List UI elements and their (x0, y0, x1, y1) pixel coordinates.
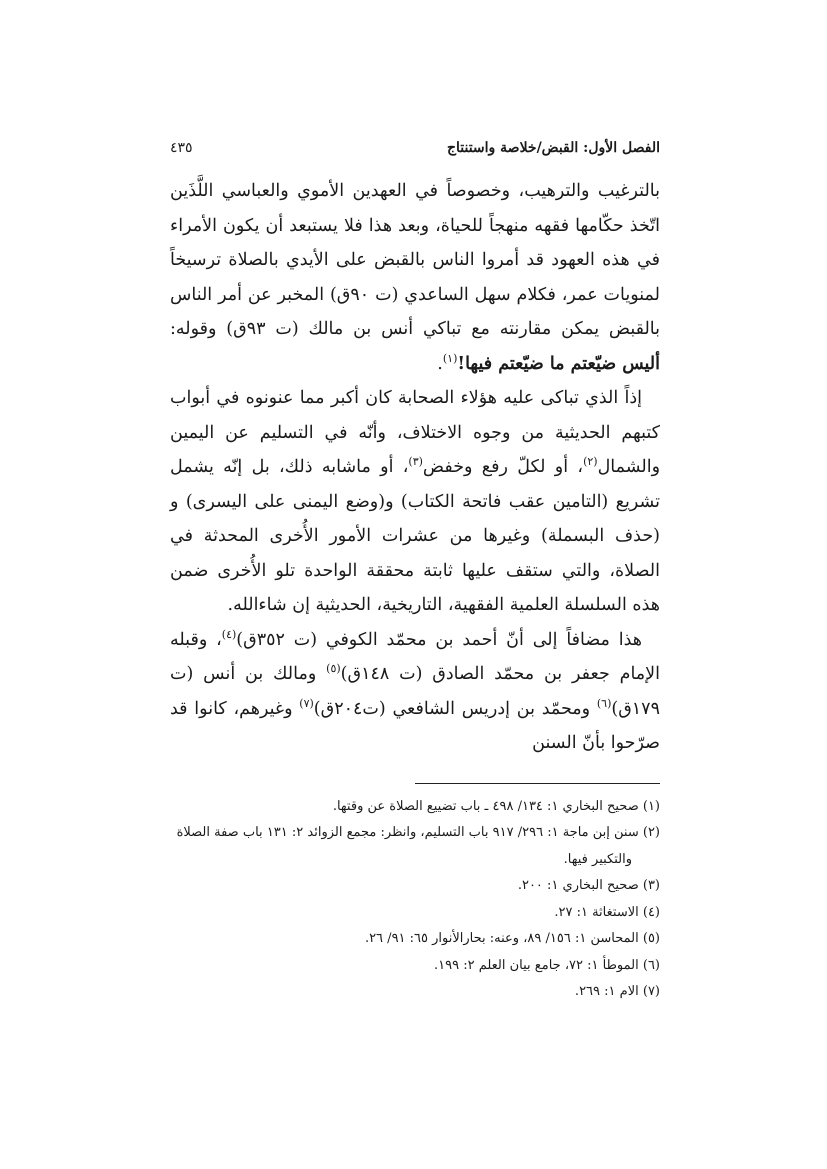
footnote-7: (٧) الام ١: ٢٦٩. (574, 984, 660, 999)
body-text (170, 174, 660, 761)
text-line: . (437, 353, 443, 374)
text-segment: وغيرهم، كانوا قد صرّحوا بأنّ السنن (170, 698, 660, 753)
text-line: بالترغيب والترهيب، وخصوصاً في العهدين الأموي والعباسي اللَّذَين اتّخذ (170, 181, 660, 236)
paragraph-2 (170, 381, 660, 623)
text-segment: ، أو ماشابه ذلك، بل إنّه يشمل تشريع (التامين عقب فاتحة الكتاب) و(وضع اليمنى على اليسرى) و (حذف البسملة) وغيرها من عشرات الأمور الأُخرى المحدثة في الصلاة، والتي ستقف عليها ثابتة محققة الواحدة تلو الأُخرى ضمن هذه السلسلة العلمية الفقهية، التاريخية، الحديثية إن شاءالله. (170, 457, 660, 615)
running-header (170, 140, 660, 174)
footnote-1: (١) صحيح البخاري ١: ١٣٤/ ٤٩٨ ـ باب تضييع الصلاة عن وقتها. (332, 798, 660, 814)
footnote-3: (٣) صحيح البخاري ١: ٢٠٠. (517, 878, 660, 893)
document-page (170, 140, 660, 1006)
footnote-ref-1[interactable]: (١) (442, 351, 458, 365)
footnote-divider (415, 783, 660, 784)
paragraph-3 (170, 623, 660, 761)
footnote-ref-3[interactable]: (٣) (408, 455, 423, 469)
footnote-ref-6[interactable]: (٦) (596, 696, 612, 710)
footnote-6: (٦) الموطأ ١: ٧٢، جامع بيان العلم ٢: ١٩٩. (433, 957, 660, 973)
text-segment: ، وقبله الإمام جعفر بن محمّد الصادق (ت ١٤٨ق) (170, 629, 660, 684)
text-line: العهود قد أمروا الناس بالقبض على الأيدي بالصلاة ترسيخاً لمنويات عمر، (170, 250, 660, 305)
text-segment: ومحمّد بن إدريس الشافعي (ت٢٠٤ق) (313, 698, 597, 719)
page-number: ٤٣٥ (170, 140, 193, 156)
footnote-2-continued: والتكبير فيها. (563, 851, 632, 867)
text-segment: إذاً الذي تباكى عليه هؤلاء الصحابة كان أكبر مما عنونوه في أبواب كتبهم الحديثية من وجوه الاختلاف، وأنّه في التسليم عن اليمين والشمال (170, 388, 661, 477)
text-segment: ، أو لكلّ رفع وخفض (422, 457, 584, 477)
text-line: حكّامها فقهه منهجاً للحياة، وبعد هذا فلا يستبعد أن يكون الأمراء في هذه (170, 215, 660, 270)
footnote-ref-7[interactable]: (٧) (299, 696, 314, 710)
footnotes (170, 794, 660, 1006)
text-segment: هذا مضافاً إلى أنّ أحمد بن محمّد الكوفي (ت ٣٥٢ق) (236, 629, 643, 650)
footnote-5: (٥) المحاسن ١: ١٥٦/ ٨٩، وعنه: بحارالأنوار ٦٥: ٩١/ ٢٦. (364, 931, 660, 946)
footnote-ref-5[interactable]: (٥) (326, 662, 341, 676)
text-line: مع تباكي أنس بن مالك (ت ٩٣ق) وقوله: (170, 319, 490, 339)
text-line: فكلام سهل الساعدي (ت ٩٠ق) المخبر عن أمر الناس بالقبض يمكن مقارنته (170, 284, 660, 339)
paragraph-1 (170, 174, 660, 381)
footnote-4: (٤) الاستغاثة ١: ٢٧. (554, 904, 660, 920)
footnote-2: (٢) سنن إبن ماجة ١: ٢٩٦/ ٩١٧ باب التسليم، وانظر: مجمع الزوائد ٢: ١٣١ باب صفة الصلاة (176, 825, 660, 840)
text-segment: ومالك بن أنس (ت ١٧٩ق) (170, 664, 660, 719)
footnote-ref-2[interactable]: (٢) (583, 455, 598, 469)
chapter-title: الفصل الأول: القبض/خلاصة واستنتاج (446, 140, 660, 156)
footnote-ref-4[interactable]: (٤) (221, 627, 237, 641)
quote-text: أليس ضيّعتم ما ضيّعتم فيها! (457, 353, 660, 374)
